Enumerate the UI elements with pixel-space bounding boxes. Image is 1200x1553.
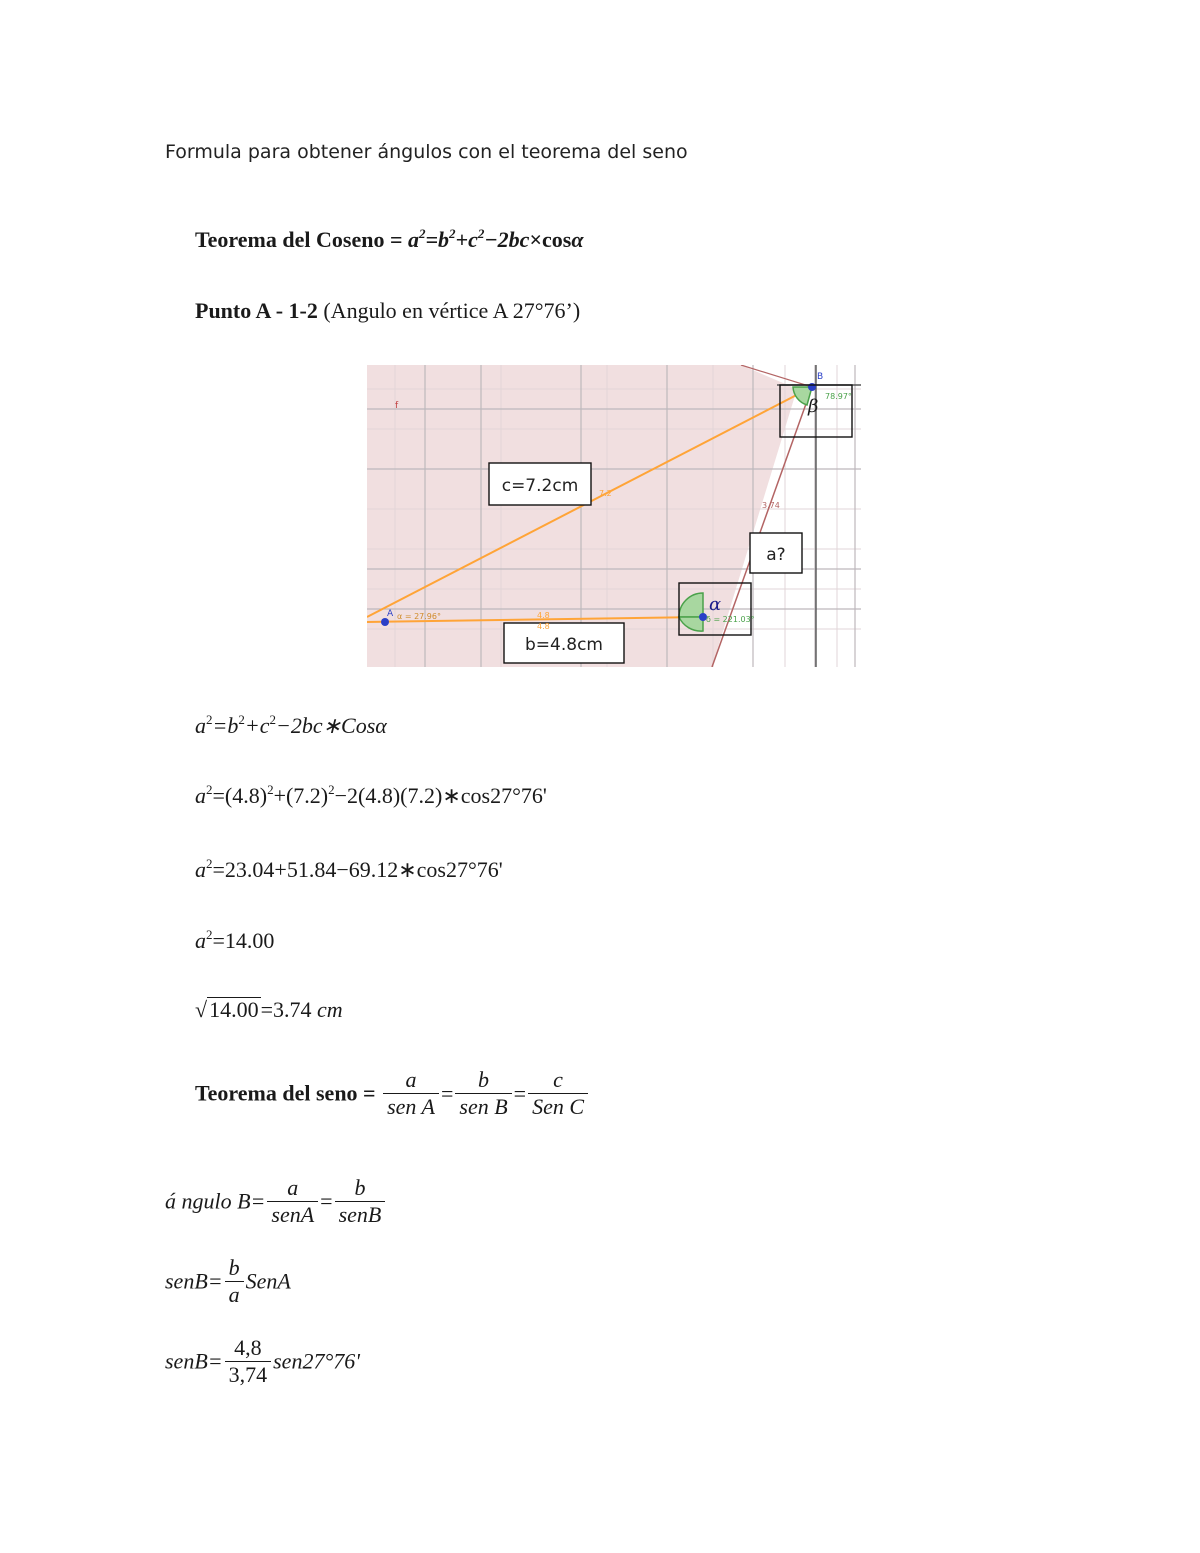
cosine-theorem-label: Teorema del Coseno = [195, 227, 403, 252]
triangle-figure [367, 365, 861, 667]
box-c-label: c=7.2cm [501, 476, 579, 496]
cosine-theorem-formula: $a^2=b^2+c^2-2bc\times\cos\alpha$ [407, 226, 584, 252]
box-b-label: b=4.8cm [525, 635, 603, 655]
punto-detail: (Angulo en vértice A 27°76’) [323, 298, 581, 323]
sen-b-equation-2: senB= $\frac{4,8}{3,74}$ sen27°76' [165, 1335, 360, 1387]
punto-heading [195, 298, 580, 324]
box-a-label: a? [766, 545, 786, 565]
cosine-theorem-heading [195, 227, 584, 253]
angle-a-label: α = 27.96° [397, 612, 441, 621]
equation-3: $a^2=23.04+51.84-69.12∗\cos 27^\circ 76'$ [195, 856, 503, 882]
equation-4: $a^2=14.00$ [195, 927, 275, 953]
figure-svg [367, 365, 861, 667]
angle-b-label: 78.97° [825, 392, 852, 401]
small-f-label: f [395, 401, 399, 411]
point-b [808, 383, 816, 391]
point-a [381, 618, 389, 626]
equation-2: $a^2=(4.8)^2+(7.2)^2-2(4.8)(7.2)∗\cos 27^\circ 76'$ [195, 782, 547, 808]
sen-b-equation-1: senB= $\frac{b}{a}$ SenA [165, 1255, 291, 1307]
point-b-label: B [817, 372, 824, 382]
b-measure-label-1: 4.8 [537, 611, 550, 620]
punto-label: Punto A - 1-2 [195, 298, 318, 323]
sine-theorem-label: Teorema del seno = [195, 1080, 376, 1106]
angle-b-equation: á ngulo B= $\frac{a}{\text{senA}}$ = $\frac{b}{\text{senB}}$ [165, 1175, 387, 1228]
equation-5: √14.00=3.74 cm [195, 997, 343, 1022]
b-measure-label-2: 4.8 [537, 622, 550, 631]
angle-alpha-label: δ = 221.03° [706, 615, 755, 624]
c-measure-label: 7.2 [599, 489, 612, 498]
sine-theorem: Teorema del seno = $\frac{a}{\text{sen A}}$ = $\frac{b}{\text{sen B}}$ = $\frac{c}{\text{Sen C}}$ [195, 1067, 590, 1120]
intro-text: Formula para obtener ángulos con el teorema del seno [165, 141, 688, 163]
a-measure-label: 3.74 [762, 501, 780, 510]
beta-symbol: β [808, 396, 819, 417]
alpha-symbol: α [709, 594, 722, 615]
equation-1: $a^2=b^2+c^2-2bc∗Cos\alpha$ [195, 712, 387, 738]
point-a-label: A [387, 609, 394, 619]
